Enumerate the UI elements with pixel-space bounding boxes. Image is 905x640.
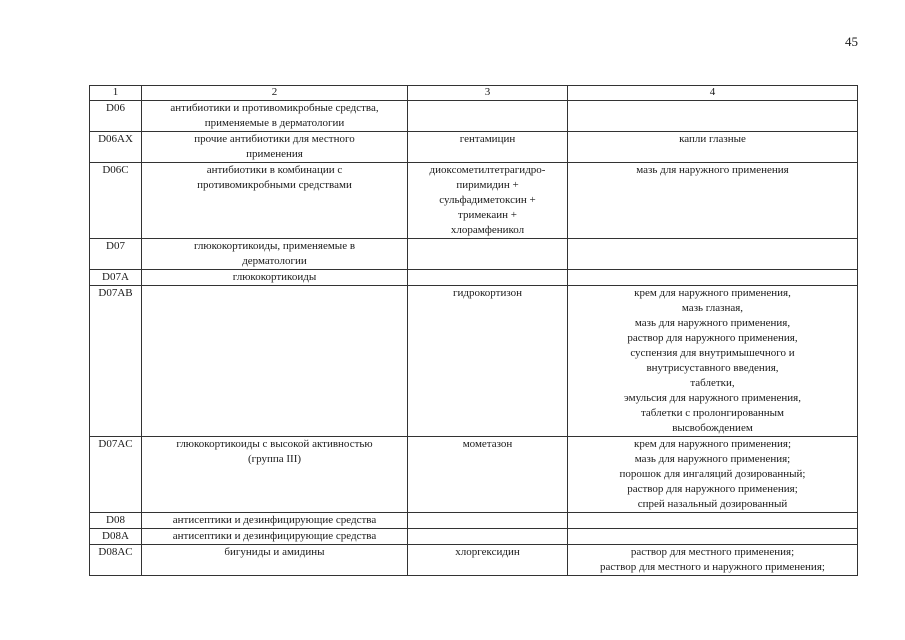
- atc-code-cell: [90, 239, 142, 270]
- drug-table: [89, 85, 858, 576]
- dosage-form-cell-text: капли глазные: [679, 133, 746, 145]
- table-row: [90, 286, 858, 437]
- atc-code-cell: [90, 437, 142, 513]
- column-header: 2: [142, 86, 408, 101]
- group-name-cell: [142, 437, 408, 513]
- dosage-form-cell-text: раствор для местного применения; раствор для местного и наружного применения;: [600, 546, 825, 573]
- group-name-cell-text: глюкокортикоиды: [232, 271, 317, 283]
- atc-code-cell: [90, 545, 142, 576]
- atc-code-cell: [90, 529, 142, 545]
- atc-code-cell: [90, 513, 142, 529]
- dosage-form-cell: [568, 529, 858, 545]
- atc-code-cell: [90, 132, 142, 163]
- table-row: [90, 545, 858, 576]
- substance-cell-text: диоксометилтетрагидро- пиримидин + сульфадиметоксин + тримекаин + хлорамфеникол: [429, 164, 546, 236]
- group-name-cell: [142, 513, 408, 529]
- substance-cell: [408, 239, 568, 270]
- atc-code-cell: [90, 163, 142, 239]
- table-row: [90, 513, 858, 529]
- substance-cell: [408, 545, 568, 576]
- substance-cell: [408, 529, 568, 545]
- dosage-form-cell-text: крем для наружного применения; мазь для наружного применения; порошок для ингаляций дозированный; раствор для наружного применения; спрей назальный дозированный: [619, 438, 806, 510]
- dosage-form-cell: [568, 437, 858, 513]
- dosage-form-cell: [568, 163, 858, 239]
- atc-code-cell-text: D06AX: [98, 133, 133, 145]
- dosage-form-cell-text: мазь для наружного применения: [636, 164, 789, 176]
- dosage-form-cell: [568, 132, 858, 163]
- column-header: 3: [408, 86, 568, 101]
- group-name-cell: [142, 270, 408, 286]
- atc-code-cell-text: D07: [106, 240, 125, 252]
- dosage-form-cell: [568, 286, 858, 437]
- dosage-form-cell-text: крем для наружного применения, мазь глазная, мазь для наружного применения, раствор для наружного применения, суспензия для внутримышечного и внутрисуставного введения, таблетки, эмульсия для наружного применения, таблетки с пролонгированным высвобождением: [623, 287, 801, 434]
- table-row: [90, 437, 858, 513]
- dosage-form-cell: [568, 513, 858, 529]
- group-name-cell: [142, 286, 408, 437]
- atc-code-cell: [90, 270, 142, 286]
- group-name-cell-text: антибиотики в комбинации с противомикробными средствами: [197, 164, 352, 191]
- table-row: [90, 132, 858, 163]
- atc-code-cell-text: D07AB: [98, 287, 133, 299]
- substance-cell: [408, 101, 568, 132]
- substance-cell: [408, 437, 568, 513]
- table-header-row: [90, 86, 858, 101]
- atc-code-cell-text: D08: [106, 514, 125, 526]
- substance-cell: [408, 132, 568, 163]
- substance-cell-text: гидрокортизон: [453, 287, 522, 299]
- atc-code-cell-text: D06C: [102, 164, 129, 176]
- group-name-cell-text: глюкокортикоиды, применяемые в дерматологии: [193, 240, 356, 267]
- group-name-cell-text: антисептики и дезинфицирующие средства: [172, 530, 377, 542]
- table-body: [90, 101, 858, 576]
- substance-cell-text: гентамицин: [459, 133, 516, 145]
- column-header: 4: [568, 86, 858, 101]
- group-name-cell: [142, 163, 408, 239]
- group-name-cell-text: прочие антибиотики для местного применения: [194, 133, 355, 160]
- group-name-cell: [142, 529, 408, 545]
- atc-code-cell: [90, 101, 142, 132]
- column-header: 1: [90, 86, 142, 101]
- group-name-cell-text: антисептики и дезинфицирующие средства: [172, 514, 377, 526]
- page-number: 45: [845, 34, 858, 49]
- table-row: [90, 529, 858, 545]
- dosage-form-cell: [568, 239, 858, 270]
- atc-code-cell-text: D08A: [102, 530, 129, 542]
- substance-cell: [408, 163, 568, 239]
- group-name-cell-text: глюкокортикоиды с высокой активностью (группа III): [176, 438, 373, 465]
- atc-code-cell: [90, 286, 142, 437]
- atc-code-cell-text: D06: [106, 102, 125, 114]
- table-row: [90, 163, 858, 239]
- substance-cell: [408, 286, 568, 437]
- table-row: [90, 270, 858, 286]
- substance-cell-text: мометазон: [462, 438, 513, 450]
- atc-code-cell-text: D07A: [102, 271, 129, 283]
- group-name-cell: [142, 101, 408, 132]
- dosage-form-cell: [568, 270, 858, 286]
- group-name-cell-text: бигуниды и амидины: [224, 546, 325, 558]
- group-name-cell: [142, 132, 408, 163]
- table-row: [90, 101, 858, 132]
- substance-cell: [408, 270, 568, 286]
- substance-cell: [408, 513, 568, 529]
- atc-code-cell-text: D07AC: [98, 438, 133, 450]
- dosage-form-cell: [568, 101, 858, 132]
- table-row: [90, 239, 858, 270]
- group-name-cell: [142, 239, 408, 270]
- group-name-cell: [142, 545, 408, 576]
- group-name-cell-text: антибиотики и противомикробные средства, применяемые в дерматологии: [170, 102, 379, 129]
- dosage-form-cell: [568, 545, 858, 576]
- atc-code-cell-text: D08AC: [98, 546, 133, 558]
- substance-cell-text: хлоргексидин: [455, 546, 520, 558]
